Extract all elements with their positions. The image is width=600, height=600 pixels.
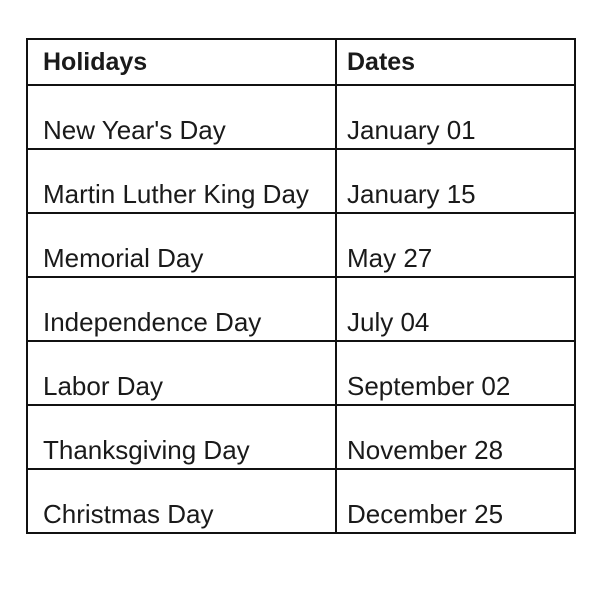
column-header-dates: Dates bbox=[336, 39, 575, 85]
holiday-date-cell: January 01 bbox=[336, 85, 575, 149]
holiday-name-cell: Thanksgiving Day bbox=[27, 405, 336, 469]
table-row bbox=[27, 277, 575, 341]
table-body bbox=[27, 85, 575, 533]
holiday-name-cell: Martin Luther King Day bbox=[27, 149, 336, 213]
holiday-name-cell: New Year's Day bbox=[27, 85, 336, 149]
holidays-table bbox=[26, 38, 576, 534]
holiday-name-cell: Memorial Day bbox=[27, 213, 336, 277]
holiday-date-cell: September 02 bbox=[336, 341, 575, 405]
table-row bbox=[27, 85, 575, 149]
table-row bbox=[27, 469, 575, 533]
table-row bbox=[27, 405, 575, 469]
holiday-name-cell: Labor Day bbox=[27, 341, 336, 405]
holiday-date-cell: December 25 bbox=[336, 469, 575, 533]
column-header-holidays: Holidays bbox=[27, 39, 336, 85]
table-row bbox=[27, 213, 575, 277]
holiday-date-cell: May 27 bbox=[336, 213, 575, 277]
holiday-name-cell: Christmas Day bbox=[27, 469, 336, 533]
holiday-date-cell: January 15 bbox=[336, 149, 575, 213]
holiday-name-cell: Independence Day bbox=[27, 277, 336, 341]
table-header bbox=[27, 39, 575, 85]
holiday-date-cell: July 04 bbox=[336, 277, 575, 341]
table-row bbox=[27, 341, 575, 405]
header-row bbox=[27, 39, 575, 85]
holiday-date-cell: November 28 bbox=[336, 405, 575, 469]
table-row bbox=[27, 149, 575, 213]
